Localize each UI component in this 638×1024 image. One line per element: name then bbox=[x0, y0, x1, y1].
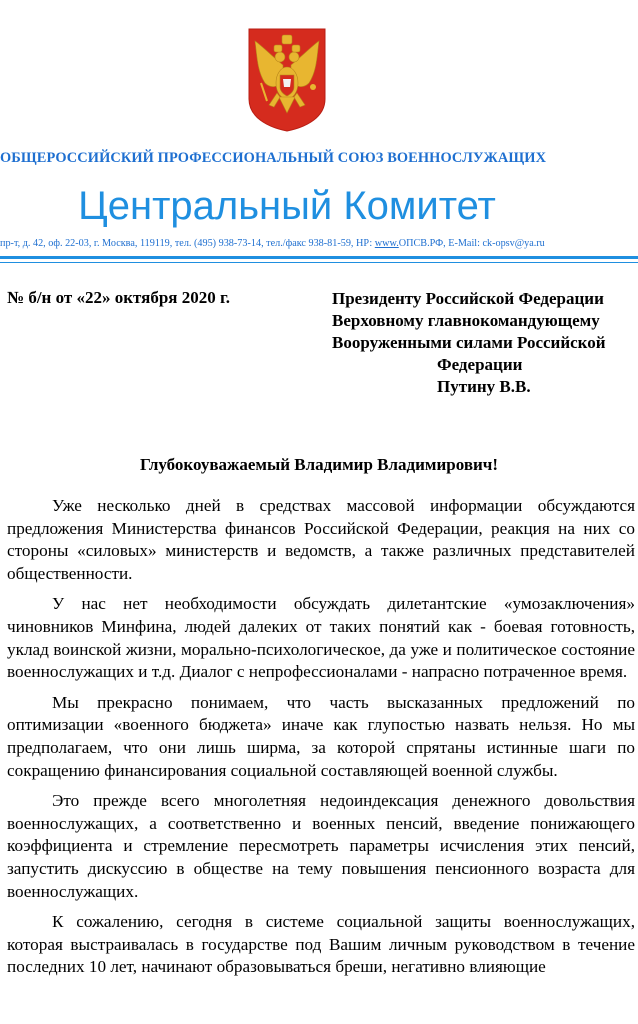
letter-body bbox=[7, 495, 635, 987]
address-text: пр-т, д. 42, оф. 22-03, г. Москва, 119119, тел. (495) 938-73-14, тел./факс 938-81-59, НР: bbox=[0, 238, 375, 249]
addressee-name: Путину В.В. bbox=[437, 377, 531, 396]
crown-center bbox=[282, 35, 292, 44]
rider-figure bbox=[283, 79, 291, 87]
address-contacts: ОПСВ.РФ, E-Mail: ck-opsv@ya.ru bbox=[398, 238, 545, 249]
crown-left bbox=[274, 45, 282, 52]
coat-of-arms-emblem bbox=[247, 27, 327, 133]
paragraph: Мы прекрасно понимаем, что часть высказанных предложений по оптимизации «военного бюджета» иначе как глупостью назвать нельзя. Но мы предполагаем, что они лишь ширма, за которой спрятаны истинные шаги по сокращению финансирования социальной составляющей военной службы. bbox=[7, 692, 635, 780]
document-reference: № б/н от «22» октября 2020 г. bbox=[7, 288, 231, 307]
eagle-head-right bbox=[289, 52, 299, 62]
organization-name: ОБЩЕРОССИЙСКИЙ ПРОФЕССИОНАЛЬНЫЙ СОЮЗ ВОЕННОСЛУЖАЩИХ bbox=[0, 150, 547, 166]
paragraph: Это прежде всего многолетняя недоиндексация денежного довольствия военнослужащих, а соответственно и военных пенсий, введение понижающего коэффициента и стремление пересмотреть параметры исчисления этих пенсий, запустить дискуссию в обществе на тему повышения пенсионного возраста для военнослужащих. bbox=[7, 791, 635, 901]
contact-address-line bbox=[0, 238, 638, 249]
addressee-line: Федерации bbox=[437, 355, 523, 374]
committee-title: Центральный Комитет bbox=[78, 184, 496, 228]
paragraph: У нас нет необходимости обсуждать дилетантские «умозаключения» чиновников Минфина, людей далеких от таких понятий как - боевая готовность, уклад воинской жизни, морально-психологическое, да уже и политическое состояние военнослужащих и т.д. Диалог с непрофессионалами - напрасно потраченное время. bbox=[7, 594, 635, 682]
header-divider-thick bbox=[0, 256, 638, 259]
website-link[interactable]: www. bbox=[374, 238, 399, 249]
sceptre-orb bbox=[310, 84, 316, 90]
addressee-line: Президенту Российской Федерации bbox=[332, 289, 604, 308]
salutation: Глубокоуважаемый Владимир Владимирович! bbox=[139, 455, 499, 474]
eagle-head-left bbox=[275, 52, 285, 62]
addressee-block bbox=[332, 288, 638, 398]
header-divider-thin bbox=[0, 262, 638, 263]
paragraph: К сожалению, сегодня в системе социальной защиты военнослужащих, которая выстраивалась в государстве под Вашим личным руководством в течение последних 10 лет, начинают образовываться бреши, негативно влияющие bbox=[7, 912, 635, 977]
crown-right bbox=[292, 45, 300, 52]
addressee-line: Вооруженными силами Российской bbox=[332, 333, 606, 352]
paragraph: Уже несколько дней в средствах массовой информации обсуждаются предложения Министерства финансов Российской Федерации, реакция на них со стороны «силовых» министерств и ведомств, а также различных представителей общественности. bbox=[7, 496, 635, 583]
addressee-line: Верховному главнокомандующему bbox=[332, 311, 600, 330]
